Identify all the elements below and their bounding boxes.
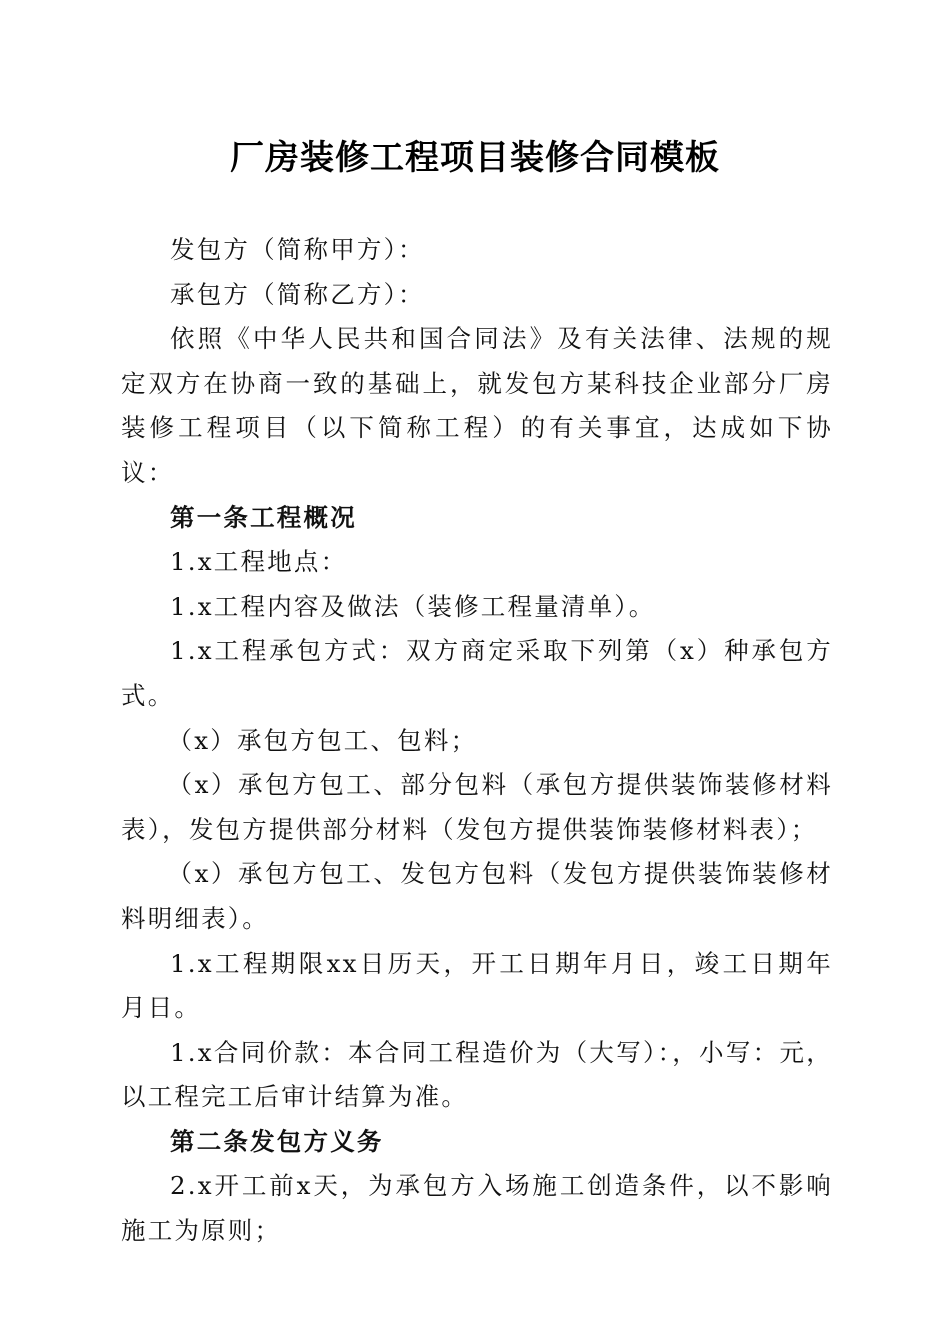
party-a-line: 发包方（简称甲方）：: [170, 235, 425, 264]
clause-price: 1.x合同价款：本合同工程造价为（大写）：，小写：元，以工程完工后审计结算为准。: [121, 1037, 833, 1112]
clause-content: 1.x工程内容及做法（装修工程量清单）。: [170, 591, 656, 621]
option-partial-package: （x）承包方包工、部分包料（承包方提供装饰装修材料表），发包方提供部分材料（发包方提供装饰装修材料表）；: [121, 770, 833, 844]
document-title: 厂房装修工程项目装修合同模板: [230, 138, 720, 178]
party-b-line: 承包方（简称乙方）：: [170, 279, 425, 309]
preamble-paragraph: 依照《中华人民共和国合同法》及有关法律、法规的规定双方在协商一致的基础上，就发包方某科技企业部分厂房装修工程项目（以下简称工程）的有关事宜，达成如下协议：: [121, 324, 833, 487]
clause-duration: 1.x工程期限xx日历天，开工日期年月日，竣工日期年月日。: [121, 948, 833, 1023]
clause-location: 1.x工程地点：: [170, 547, 348, 577]
option-labor-only: （x）承包方包工、发包方包料（发包方提供装饰装修材料明细表）。: [121, 859, 833, 933]
option-full-package: （x）承包方包工、包料；: [167, 725, 478, 755]
clause-preparation: 2.x开工前x天，为承包方入场施工创造条件，以不影响施工为原则；: [121, 1171, 833, 1246]
document-body: [121, 228, 833, 1254]
article-two-heading: 第二条发包方义务: [170, 1126, 384, 1156]
clause-contract-mode: 1.x工程承包方式：双方商定采取下列第（x）种承包方式。: [121, 636, 833, 710]
article-one-heading: 第一条工程概况: [170, 502, 357, 532]
